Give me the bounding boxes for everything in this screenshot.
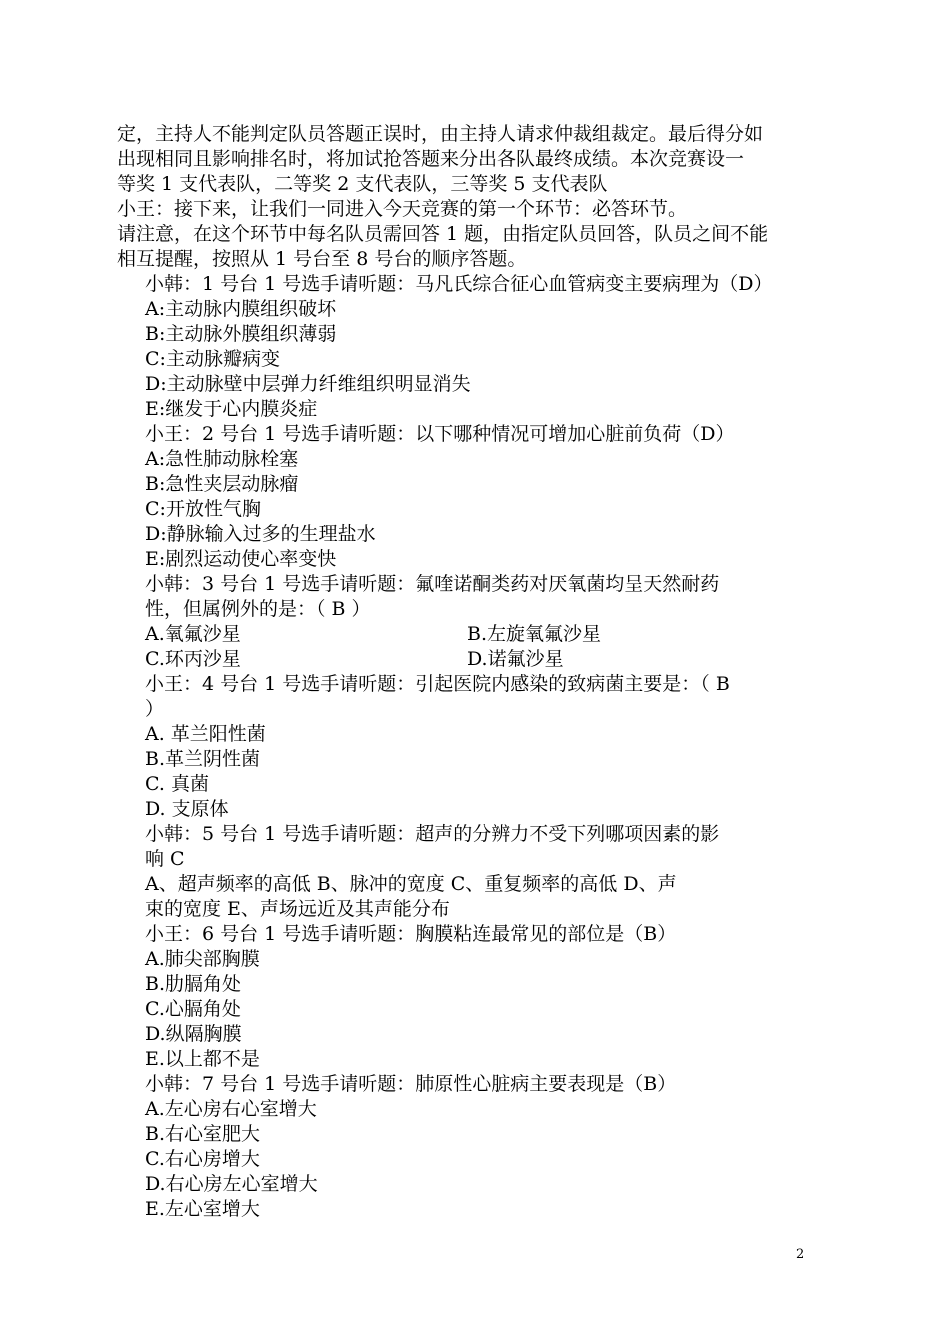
intro-line: 等奖 1 支代表队，二等奖 2 支代表队，三等奖 5 支代表队 [117,173,608,195]
question-5: 小韩：5 号台 1 号选手请听题：超声的分辨力不受下列哪项因素的影 [145,823,720,845]
option: B:主动脉外膜组织薄弱 [145,323,337,345]
question-3: 小韩：3 号台 1 号选手请听题：氟喹诺酮类药对厌氧菌均呈天然耐药 [145,573,720,595]
option: A.肺尖部胸膜 [145,948,260,970]
option-line: 束的宽度 E、声场远近及其声能分布 [145,898,450,920]
question-1: 小韩：1 号台 1 号选手请听题：马凡氏综合征心血管病变主要病理为（D） [145,273,773,295]
option: D.诺氟沙星 [467,648,564,670]
option: A.氧氟沙星 [145,623,241,645]
question-3-cont: 性，但属例外的是：（ B ） [145,598,371,620]
option: A. 革兰阳性菌 [145,723,266,745]
option: B:急性夹层动脉瘤 [145,473,299,495]
option: C:开放性气胸 [145,498,261,520]
option: C. 真菌 [145,773,209,795]
question-4-cont: ） [145,698,165,720]
option: D:主动脉壁中层弹力纤维组织明显消失 [145,373,471,395]
question-7: 小韩：7 号台 1 号选手请听题：肺原性心脏病主要表现是（B） [145,1073,677,1095]
option: B.右心室肥大 [145,1123,261,1145]
intro-line: 定，主持人不能判定队员答题正误时，由主持人请求仲裁组裁定。最后得分如 [117,123,764,145]
option: C.环丙沙星 [145,648,241,670]
option: E:继发于心内膜炎症 [145,398,318,420]
intro-line: 小王：接下来，让我们一同进入今天竞赛的第一个环节：必答环节。 [117,198,688,220]
question-2: 小王：2 号台 1 号选手请听题：以下哪种情况可增加心脏前负荷（D） [145,423,735,445]
option: A.左心房右心室增大 [145,1098,317,1120]
option: C.右心房增大 [145,1148,260,1170]
intro-line: 请注意，在这个环节中每名队员需回答 1 题，由指定队员回答，队员之间不能 [117,223,769,245]
question-6: 小王：6 号台 1 号选手请听题：胸膜粘连最常见的部位是（B） [145,923,677,945]
option: D.纵隔胸膜 [145,1023,242,1045]
intro-line: 出现相同且影响排名时，将加试抢答题来分出各队最终成绩。本次竞赛设一 [117,148,745,170]
option: E:剧烈运动使心率变快 [145,548,337,570]
option: E.以上都不是 [145,1048,260,1070]
page-number: 2 [796,1247,805,1262]
option-line: A、超声频率的高低 B、脉冲的宽度 C、重复频率的高低 D、声 [145,873,677,895]
option: B.左旋氧氟沙星 [467,623,602,645]
option: D:静脉输入过多的生理盐水 [145,523,376,545]
question-4: 小王：4 号台 1 号选手请听题：引起医院内感染的致病菌主要是：（ B [145,673,730,695]
question-5-cont: 响 C [145,848,185,870]
option: A:急性肺动脉栓塞 [145,448,299,470]
option: C.心膈角处 [145,998,241,1020]
intro-line: 相互提醒，按照从 1 号台至 8 号台的顺序答题。 [117,248,527,270]
option: C:主动脉瓣病变 [145,348,280,370]
option: D.右心房左心室增大 [145,1173,318,1195]
option: A:主动脉内膜组织破坏 [145,298,337,320]
option: D. 支原体 [145,798,229,820]
option: E.左心室增大 [145,1198,260,1220]
option: B.肋膈角处 [145,973,242,995]
option: B.革兰阴性菌 [145,748,261,770]
